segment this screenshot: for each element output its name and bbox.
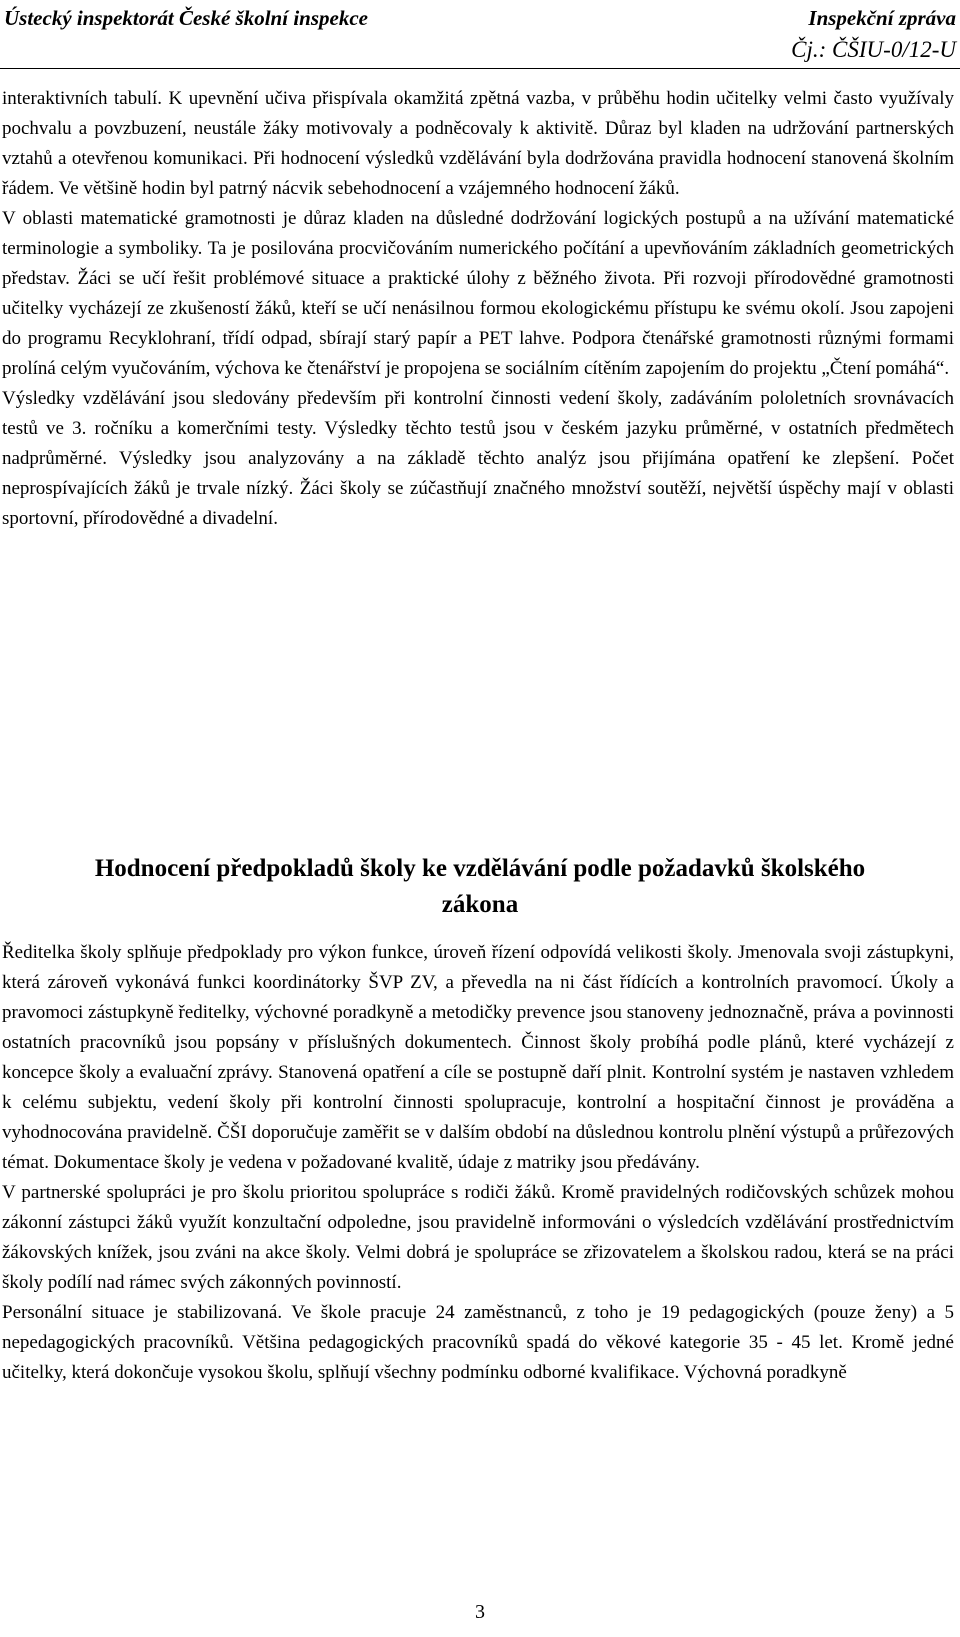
inspectorate-name: Ústecký inspektorát České školní inspekce [4,6,368,30]
page-number: 3 [475,1601,485,1623]
paragraph: V partnerské spolupráci je pro školu prioritou spolupráce s rodiči žáků. Kromě pravidelných rodičovských schůzek mohou zákonní zástupci žáků využít konzultační odpoledne, jsou pravidelně informováni o výsledcích vzdělávání prostřednictvím žákovských knížek, jsou zváni na akce školy. Velmi dobrá je spolupráce se zřizovatelem a školskou radou, která se na práci školy podílí nad rámec svých zákonných povinností. [2,1182,954,1293]
section-teaching-text [2,84,954,534]
paragraph: Ředitelka školy splňuje předpoklady pro výkon funkce, úroveň řízení odpovídá velikosti školy. Jmenovala svoji zástupkyni, která zároveň vykonává funkci koordinátorky ŠVP ZV, a převedla na ni část řídících a kontrolních pravomocí. Úkoly a pravomoci zástupkyně ředitelky, výchovné poradkyně a metodičky prevence jsou stanoveny jednoznačně, práva a povinnosti ostatních pracovníků jsou popsány v příslušných dokumentech. Činnost školy probíhá podle plánů, které vycházejí z koncepce školy a evaluační zprávy. Stanovená opatření a cíle se postupně daří plnit. Kontrolní systém je nastaven vzhledem k celému subjektu, vedení školy při kontrolní činnosti spolupracuje, kontrolní a hospitační činnost je prováděna a vyhodnocována pravidelně. ČŠI doporučuje zaměřit se v dalším období na důslednou kontrolu plnění výstupů a průřezových témat. Dokumentace školy je vedena v požadované kvalitě, údaje z matriky jsou předávány. [2,942,954,1173]
report-title: Inspekční zpráva [808,6,956,30]
heading-line: Hodnocení předpokladů školy ke vzdělávání podle požadavků školského [94,855,866,882]
heading-line: zákona [441,891,519,918]
section-heading [0,851,960,923]
paragraph: Výsledky vzdělávání jsou sledovány především při kontrolní činnosti vedení školy, zadáváním pololetních srovnávacích testů ve 3. ročníku a komerčními testy. Výsledky těchto testů jsou v českém jazyku průměrné, v ostatních předmětech nadprůměrné. Výsledky jsou analyzovány a na základě těchto analýz jsou přijímána opatření ke zlepšení. Počet neprospívajících žáků je trvale nízký. Žáci školy se zúčastňují značného množství soutěží, největší úspěchy mají v oblasti sportovní, přírodovědné a divadelní. [2,388,954,529]
page-header [0,2,960,69]
section-school-conditions-text [2,938,954,1388]
paragraph: Personální situace je stabilizovaná. Ve škole pracuje 24 zaměstnanců, z toho je 19 pedagogických (pouze ženy) a 5 nepedagogických pracovníků. Většina pedagogických pracovníků spadá do věkové kategorie 35 - 45 let. Kromě jedné učitelky, která dokončuje vysokou školu, splňují všechny podmínku odborné kvalifikace. Výchovná poradkyně [2,1302,954,1383]
report-title-block [791,6,956,63]
paragraph: V oblasti matematické gramotnosti je důraz kladen na důsledné dodržování logických postupů a na užívání matematické terminologie a symboliky. Ta je posilována procvičováním numerického počítání a upevňováním základních geometrických představ. Žáci se učí řešit problémové situace a praktické úlohy z běžného života. Při rozvoji přírodovědné gramotnosti učitelky vycházejí ze zkušeností žáků, kteří se učí nenásilnou formou ekologickému přístupu ke svému okolí. Jsou zapojeni do programu Recyklohraní, třídí odpad, sbírají starý papír a PET lahve. Podpora čtenářské gramotnosti různými formami prolíná celým vyučováním, výchova ke čtenářství je propojena se sociálním cítěním zapojením do projektu „Čtení pomáhá“. [2,208,954,379]
reference-number: Čj.: ČŠIU-0/12-U [791,37,956,62]
paragraph: interaktivních tabulí. K upevnění učiva přispívala okamžitá zpětná vazba, v průběhu hodin učitelky velmi často využívaly pochvalu a povzbuzení, neustále žáky motivovaly a podněcovaly k aktivitě. Důraz byl kladen na udržování partnerských vztahů a otevřenou komunikaci. Při hodnocení výsledků vzdělávání byla dodržována pravidla hodnocení stanovená školním řádem. Ve většině hodin byl patrný nácvik sebehodnocení a vzájemného hodnocení žáků. [2,88,954,199]
